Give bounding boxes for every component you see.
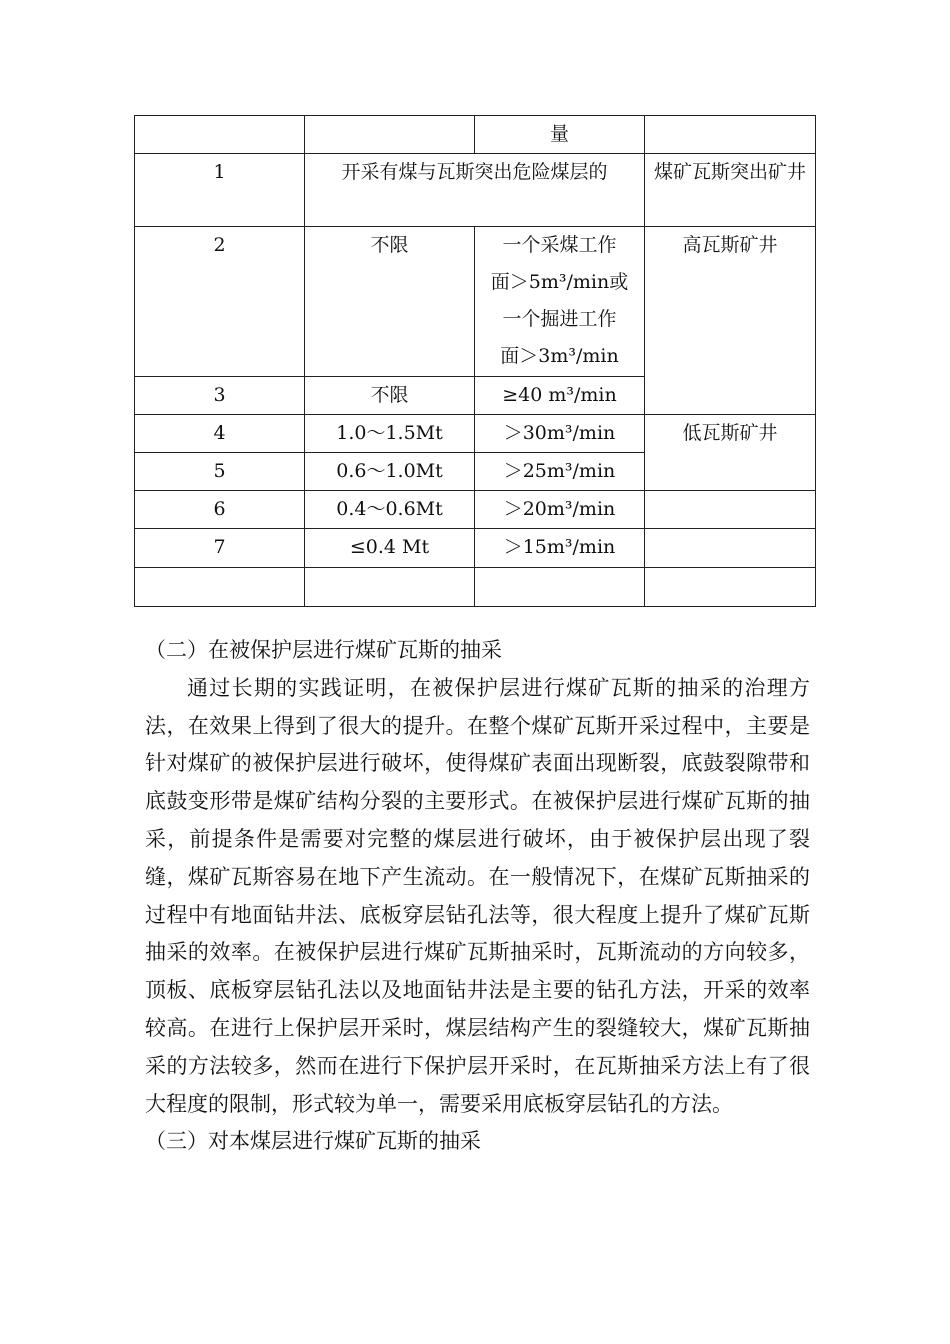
table-row — [135, 529, 816, 568]
table-cell-class — [645, 529, 816, 568]
gas-line: 面＞3m³/min — [500, 345, 619, 367]
table-cell-gas: 量 — [475, 116, 645, 154]
table-cell-no: 2 — [135, 227, 305, 377]
table-cell-no: 1 — [135, 154, 305, 227]
gas-line: 面＞5m³/min或 — [490, 271, 629, 293]
table-cell-class: 高瓦斯矿井 — [645, 227, 816, 415]
table-cell-no: 6 — [135, 491, 305, 529]
table-cell-output: 0.6～1.0Mt — [305, 453, 475, 491]
table-cell-class — [645, 116, 816, 154]
table-cell-class: 低瓦斯矿井 — [645, 415, 816, 491]
table-cell-output: 1.0～1.5Mt — [305, 415, 475, 453]
table-row — [135, 227, 816, 377]
table-row — [135, 415, 816, 453]
table-cell-gas: ＞30m³/min — [475, 415, 645, 453]
table-cell-output: ≤0.4 Mt — [305, 529, 475, 568]
table-cell-class: 煤矿瓦斯突出矿井 — [645, 154, 816, 227]
body-paragraph: 通过长期的实践证明，在被保护层进行煤矿瓦斯的抽采的治理方法，在效果上得到了很大的提升。在整个煤矿瓦斯开采过程中，主要是针对煤矿的被保护层进行破坏，使得煤矿表面出现断裂，底鼓裂隙带和底鼓变形带是煤矿结构分裂的主要形式。在被保护层进行煤矿瓦斯的抽采，前提条件是需要对完整的煤层进行破坏，由于被保护层出现了裂缝，煤矿瓦斯容易在地下产生流动。在一般情况下，在煤矿瓦斯抽采的过程中有地面钻井法、底板穿层钻孔法等，很大程度上提升了煤矿瓦斯抽采的效率。在被保护层进行煤矿瓦斯抽采时，瓦斯流动的方向较多，顶板、底板穿层钻孔法以及地面钻井法是主要的钻孔方法，开采的效率较高。在进行上保护层开采时，煤层结构产生的裂缝较大，煤矿瓦斯抽采的方法较多，然而在进行下保护层开采时，在瓦斯抽采方法上有了很大程度的限制，形式较为单一，需要采用底板穿层钻孔的方法。 — [145, 675, 810, 1116]
gas-line: 一个掘进工作 — [502, 308, 617, 330]
table-cell-gas: ＞15m³/min — [475, 529, 645, 568]
gas-classification-table — [134, 115, 816, 607]
table-cell-gas — [475, 227, 645, 377]
table-row — [135, 491, 816, 529]
table-cell-gas — [475, 568, 645, 607]
section-heading: （三）对本煤层进行煤矿瓦斯的抽采 — [145, 1129, 481, 1154]
table-cell-output — [305, 116, 475, 154]
table-cell-merged: 开采有煤与瓦斯突出危险煤层的 — [305, 154, 645, 227]
table-cell-no: 3 — [135, 377, 305, 415]
document-body — [145, 632, 810, 1161]
table-cell-no — [135, 568, 305, 607]
table-cell-no: 7 — [135, 529, 305, 568]
table-cell-gas: ＞25m³/min — [475, 453, 645, 491]
table-cell-output: 0.4～0.6Mt — [305, 491, 475, 529]
table-cell-class — [645, 491, 816, 529]
table-cell-gas: ＞20m³/min — [475, 491, 645, 529]
table-cell-no: 5 — [135, 453, 305, 491]
table-row — [135, 154, 816, 227]
table-cell-output: 不限 — [305, 377, 475, 415]
table-cell-no: 4 — [135, 415, 305, 453]
table-row — [135, 116, 816, 154]
table-cell-class — [645, 568, 816, 607]
table-cell-output: 不限 — [305, 227, 475, 377]
table-cell-no — [135, 116, 305, 154]
table-cell-output — [305, 568, 475, 607]
table-cell-gas: ≥40 m³/min — [475, 377, 645, 415]
section-heading: （二）在被保护层进行煤矿瓦斯的抽采 — [145, 638, 502, 662]
gas-line: 一个采煤工作 — [502, 234, 617, 256]
table-row — [135, 568, 816, 607]
